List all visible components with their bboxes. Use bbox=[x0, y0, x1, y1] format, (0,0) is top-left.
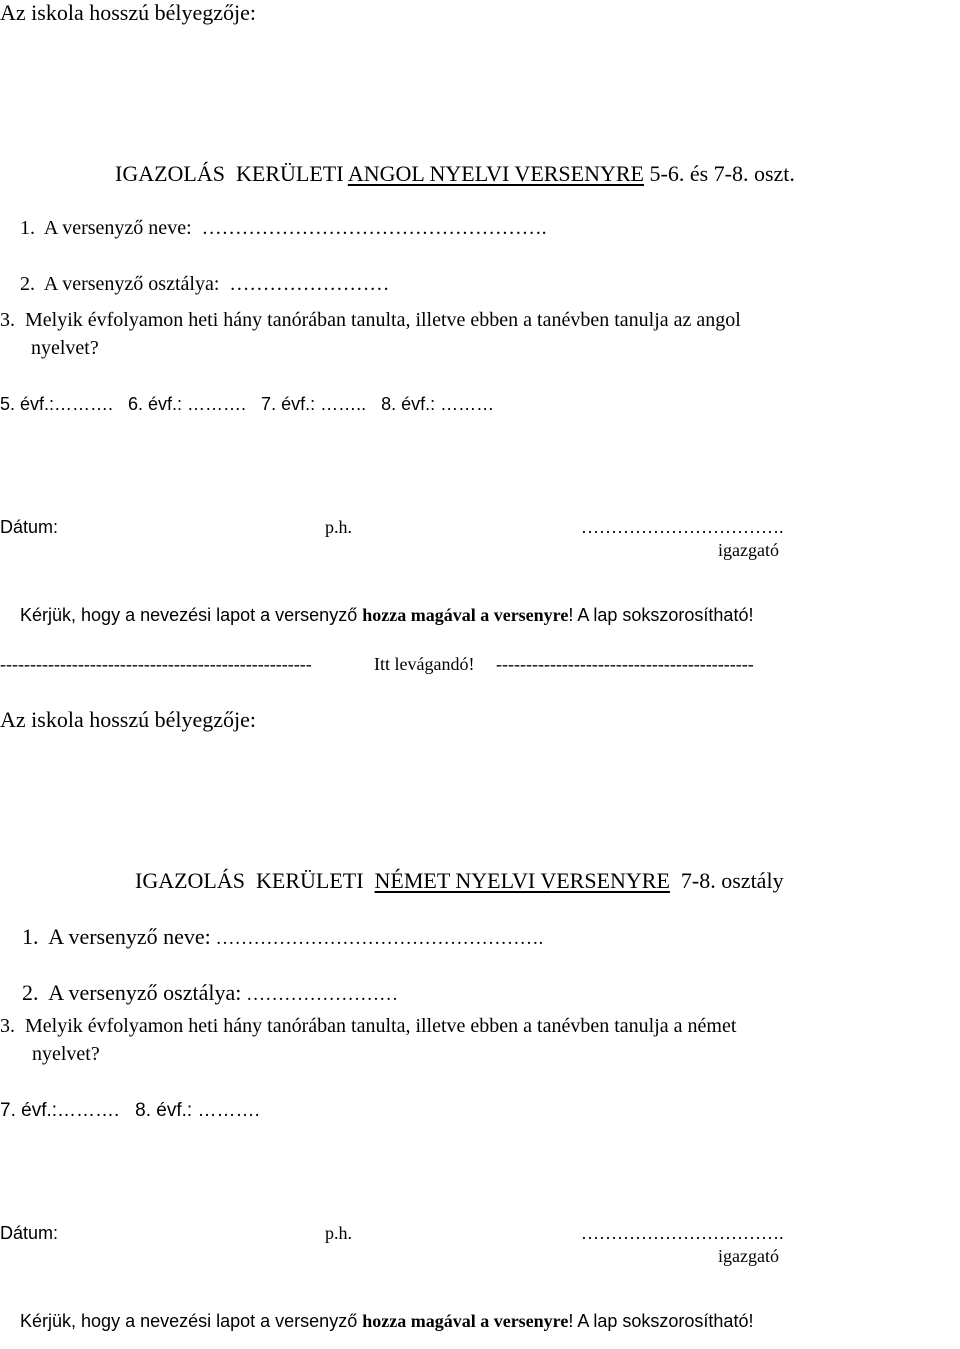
note-text: Kérjük, hogy a nevezési lapot a versenyző bbox=[20, 605, 363, 625]
date-label: Dátum: bbox=[0, 1223, 59, 1243]
signature-role: igazgató bbox=[718, 540, 779, 560]
signature-role: igazgató bbox=[718, 1246, 779, 1266]
note-emphasis: hozza magával a versenyre bbox=[362, 605, 569, 625]
signature-line[interactable]: ……………………………. bbox=[581, 517, 784, 537]
note bbox=[0, 1294, 753, 1348]
stamp-label: Az iskola hosszú bélyegzője: bbox=[0, 707, 256, 732]
title-suffix: 5-6. és 7-8. oszt. bbox=[644, 161, 795, 186]
question-3: 3. Melyik évfolyamon heti hány tanórában tanulta, illetve ebben a tanévben tanulja a német bbox=[0, 1015, 737, 1037]
title-prefix: IGAZOLÁS KERÜLETI bbox=[115, 161, 348, 186]
note-emphasis: hozza magával a versenyre bbox=[362, 1311, 569, 1331]
note-end: ! A lap sokszorosítható! bbox=[568, 1311, 754, 1331]
question-label: 2. A versenyző osztálya: bbox=[20, 273, 220, 295]
name-fill-line[interactable]: ……………………………………………. bbox=[191, 217, 547, 239]
title-competition: NÉMET NYELVI VERSENYRE bbox=[374, 868, 670, 893]
note-text: Kérjük, hogy a nevezési lapot a versenyző bbox=[20, 1311, 363, 1331]
stamp-label: Az iskola hosszú bélyegzője: bbox=[0, 0, 256, 25]
date-label: Dátum: bbox=[0, 517, 59, 537]
cut-dashes-right: ------------------------------------------- bbox=[496, 654, 754, 674]
title-competition: ANGOL NYELVI VERSENYRE bbox=[347, 161, 644, 186]
question-label: 1. A versenyző neve: bbox=[20, 217, 192, 239]
note-end: ! A lap sokszorosítható! bbox=[568, 605, 754, 625]
grade-hours-line[interactable]: 5. évf.:………. 6. évf.: ………. 7. évf.: …….. 8. évf.: ……… bbox=[0, 394, 495, 414]
title-suffix: 7-8. osztály bbox=[669, 868, 784, 893]
note bbox=[0, 588, 753, 642]
question-1 bbox=[0, 198, 547, 258]
question-label: 1. A versenyző neve: bbox=[22, 924, 211, 949]
cut-text: Itt levágandó! bbox=[374, 654, 475, 674]
question-3: 3. Melyik évfolyamon heti hány tanórában tanulta, illetve ebben a tanévben tanulja az angol bbox=[0, 309, 741, 331]
class-fill-line[interactable]: …………………… bbox=[241, 984, 399, 1005]
question-3-continued: nyelvet? bbox=[32, 1043, 100, 1065]
title-prefix: IGAZOLÁS KERÜLETI bbox=[135, 868, 375, 893]
class-fill-line[interactable]: …………………… bbox=[219, 273, 390, 295]
stamp-place-label: p.h. bbox=[325, 517, 352, 537]
name-fill-line[interactable]: ……………………………………………. bbox=[210, 928, 544, 949]
question-3-continued: nyelvet? bbox=[31, 337, 99, 359]
signature-line[interactable]: ……………………………. bbox=[581, 1223, 784, 1243]
stamp-place-label: p.h. bbox=[325, 1223, 352, 1243]
question-label: 2. A versenyző osztálya: bbox=[22, 980, 242, 1005]
grade-hours-line[interactable]: 7. évf.:………. 8. évf.: ………. bbox=[0, 1100, 260, 1121]
question-2 bbox=[0, 254, 389, 314]
cut-dashes-left: ---------------------------------------------------- bbox=[0, 654, 312, 674]
